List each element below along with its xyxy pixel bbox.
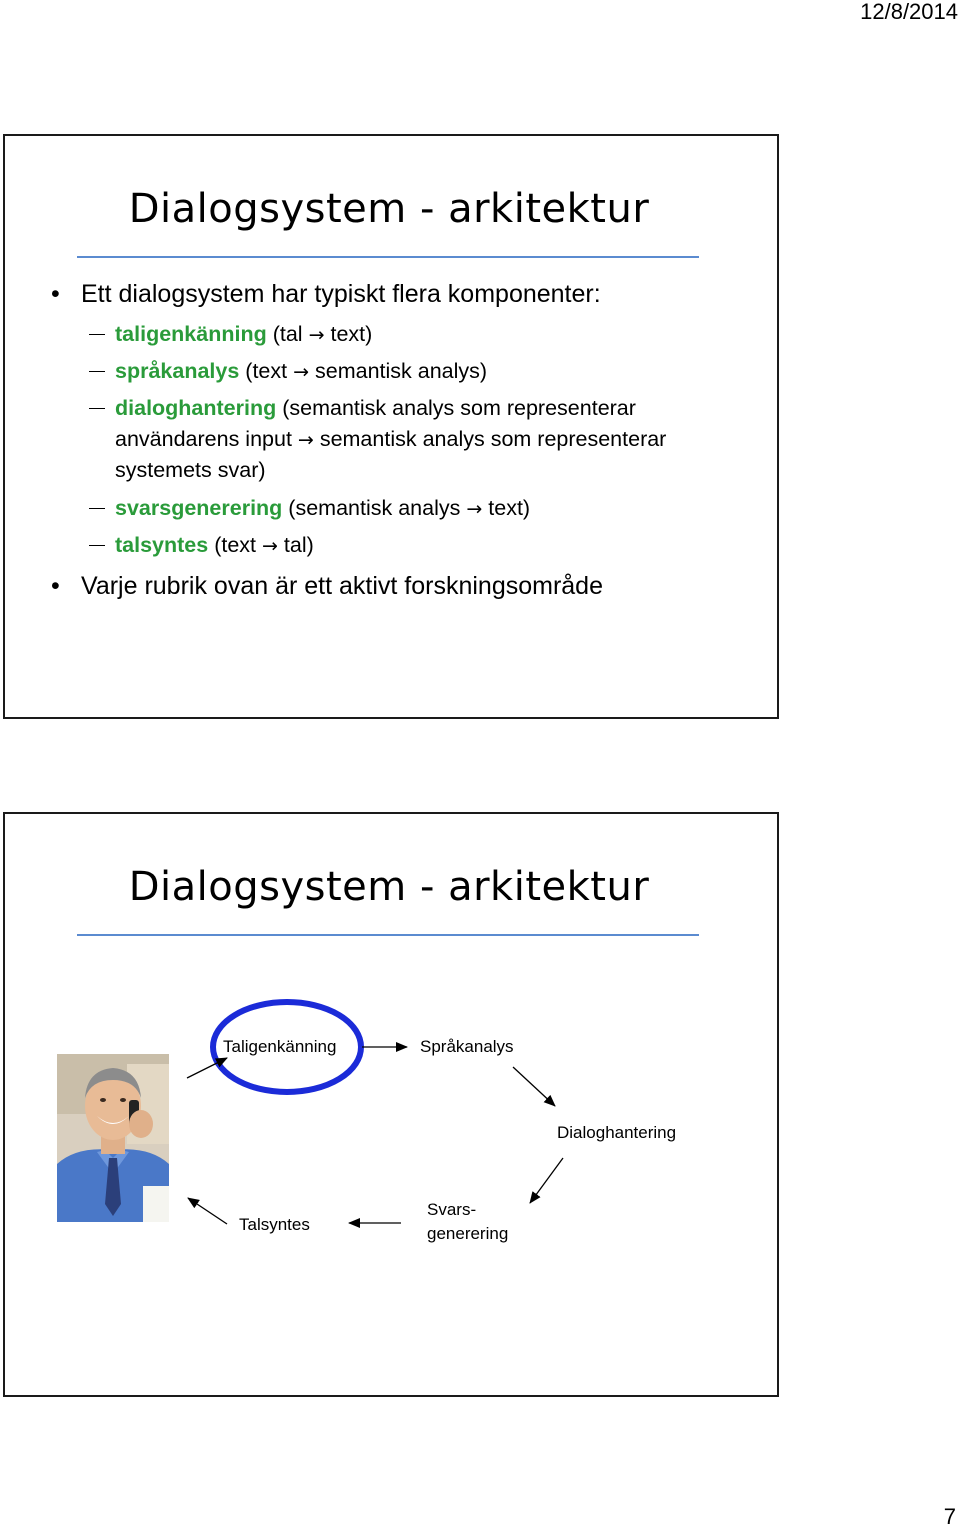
item-text: (semantisk analys som representerar	[282, 396, 636, 420]
node-taligenkanning: Taligenkänning	[223, 1037, 337, 1056]
date-header: 12/8/2014	[860, 0, 958, 24]
arrow-right-icon: →	[466, 498, 483, 520]
term-label: svarsgenerering	[115, 496, 283, 520]
item-text: tal)	[283, 533, 314, 557]
dash-marker	[89, 334, 105, 335]
node-dialoghantering: Dialoghantering	[557, 1123, 677, 1142]
item-text: användarens input	[115, 427, 292, 451]
item-text: semantisk analys som representerar	[319, 427, 667, 451]
item-text: (text	[214, 533, 257, 557]
arrow-right-icon: →	[262, 535, 278, 557]
dash-marker	[89, 408, 105, 409]
title-divider	[77, 256, 699, 258]
term-label: dialoghantering	[115, 396, 277, 420]
item-text: (text	[245, 359, 288, 383]
item-text: semantisk analys)	[315, 359, 488, 383]
bullet-text: Varje rubrik ovan är ett aktivt forskningsområde	[81, 572, 603, 600]
node-sprakanalys: Språkanalys	[420, 1037, 514, 1056]
arrow-dialoghantering-to-svarsgenerering	[530, 1158, 563, 1203]
slide-1	[3, 134, 779, 719]
item-text: (semantisk analys	[288, 496, 461, 520]
arrow-right-icon: →	[293, 361, 310, 383]
term-label: taligenkänning	[115, 322, 267, 346]
slide-title: Dialogsystem - arkitektur	[128, 186, 650, 232]
dash-marker	[89, 545, 105, 546]
bullet-dot: •	[51, 572, 60, 600]
page-number: 7	[943, 1504, 956, 1529]
arrow-talsyntes-to-photo	[188, 1198, 227, 1224]
item-text: systemets svar)	[115, 458, 266, 482]
arrow-sprakanalys-to-dialoghantering	[513, 1067, 555, 1106]
node-svarsgenerering-line1: Svars-	[427, 1200, 477, 1219]
item-text: (tal	[272, 322, 303, 346]
node-talsyntes: Talsyntes	[239, 1215, 310, 1234]
slide-title: Dialogsystem - arkitektur	[128, 864, 650, 910]
bullet-text: Ett dialogsystem har typiskt flera komponenter:	[81, 280, 601, 308]
arrow-right-icon: →	[297, 429, 314, 451]
term-label: talsyntes	[115, 533, 209, 557]
item-text: text)	[488, 496, 531, 520]
dash-marker	[89, 371, 105, 372]
bullet-dot: •	[51, 280, 60, 308]
term-label: språkanalys	[115, 359, 240, 383]
item-text: text)	[330, 322, 373, 346]
slide-2	[3, 812, 779, 1397]
node-svarsgenerering-line2: generering	[427, 1224, 509, 1243]
man-on-phone-photo	[57, 1054, 169, 1222]
dash-marker	[89, 508, 105, 509]
arrow-right-icon: →	[308, 324, 325, 346]
